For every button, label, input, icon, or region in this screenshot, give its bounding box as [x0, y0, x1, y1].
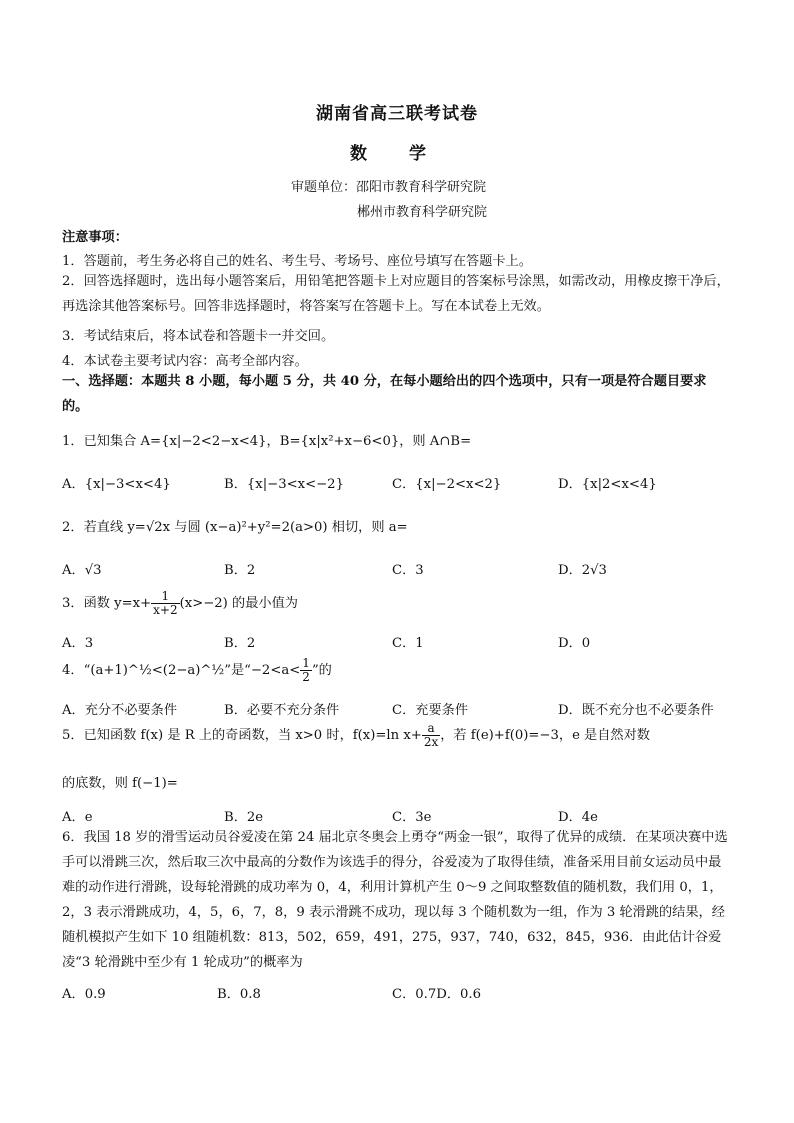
- option-d: D．4e: [558, 810, 598, 825]
- stem-text: 3．函数 y=x+: [62, 596, 152, 611]
- stem-text: 4．“(a+1)^½<(2−a)^½”是“−2<a<: [62, 663, 301, 678]
- option-b: B．2e: [224, 810, 264, 825]
- option-a: A．{x|−3<x<4}: [62, 477, 171, 492]
- option-d: D．0: [558, 636, 591, 651]
- question-2-options: [62, 559, 732, 583]
- question-4-stem: [62, 657, 332, 684]
- question-4-options: [62, 699, 732, 723]
- option-b: B．2: [224, 563, 256, 578]
- fraction-numerator: 1: [302, 656, 310, 670]
- option-c: C．1: [392, 636, 424, 651]
- exam-title: 湖南省高三联考试卷: [316, 104, 478, 124]
- fraction-numerator: 1: [151, 590, 179, 604]
- option-c: C．3: [392, 563, 424, 578]
- stem-text: ”的: [311, 663, 332, 678]
- question-1-options: [62, 473, 732, 497]
- fraction: [422, 722, 440, 749]
- option-a: A．0.9: [62, 987, 106, 1002]
- question-2-stem: 2．若直线 y=√2x 与圆 (x−a)²+y²=2(a>0) 相切，则 a=: [62, 520, 408, 535]
- stem-text: ，若 f(e)+f(0)=−3，e 是自然对数: [440, 728, 650, 743]
- fraction: [300, 657, 312, 684]
- option-d: D．2√3: [558, 563, 607, 578]
- option-c: C．3e: [392, 810, 432, 825]
- option-a: A．e: [62, 810, 93, 825]
- notice-item-3: 3．考试结束后，将本试卷和答题卡一并交回。: [62, 329, 335, 344]
- option-b: B．0.8: [217, 987, 261, 1002]
- option-b: B．2: [224, 636, 256, 651]
- stem-text: 5．已知函数 f(x) 是 R 上的奇函数，当 x>0 时，f(x)=ln x+: [62, 728, 422, 743]
- review-unit-line-1: 审题单位：邵阳市教育科学研究院: [291, 180, 487, 195]
- fraction: [151, 590, 179, 617]
- question-6-stem: 6．我国 18 岁的滑雪运动员谷爱凌在第 24 届北京冬奥会上勇夺“两金一银”，取得了优异的成绩．在某项决赛中选手可以滑跳三次，然后取三次中最高的分数作为该选手的得分，谷爱凌为了取得佳绩，准备采用目前女运动员中最难的动作进行滑跳，设每轮滑跳的成功率为 0，4，利用计算机产生 0～9 之间取整数值的随机数，我们用 0，1，2，3 表示滑跳成功，4，5，6，7，8，9 表示滑跳不成功，现以每 3 个随机数为一组，作为 3 轮滑跳的结果，经随机模拟产生如下 10 组随机数：813，502，659，491，275，937，740，632，845，936．由此估计谷爱凌“3 轮滑跳中至少有 1 轮成功”的概率为: [62, 830, 728, 970]
- option-b: B．必要不充分条件: [224, 703, 340, 718]
- notice-item-2: 2．回答选择题时，选出每小题答案后，用铅笔把答题卡上对应题目的答案标号涂黑，如需改动，用橡皮擦干净后，再选涂其他答案标号。回答非选择题时，将答案写在答题卡上。写在本试卷上无效。: [62, 274, 730, 314]
- fraction-denominator: 2: [302, 670, 310, 684]
- fraction-denominator: x+2: [153, 603, 178, 617]
- question-1-stem: 1．已知集合 A={x|−2<2−x<4}，B={x|x²+x−6<0}，则 A∩B=: [62, 434, 472, 449]
- notice-heading: 注意事项：: [62, 230, 128, 245]
- option-a: A．√3: [62, 563, 102, 578]
- exam-subject: 数 学: [350, 144, 444, 164]
- question-3-stem: [62, 590, 298, 617]
- section-heading: 一、选择题：本题共 8 小题，每小题 5 分，共 40 分，在每小题给出的四个选项中，只有一项是符合题目要求的。: [62, 374, 707, 414]
- option-a: A．充分不必要条件: [62, 703, 178, 718]
- fraction-denominator: 2x: [423, 735, 439, 749]
- notice-item-1: 1．答题前，考生务必将自己的姓名、考生号、考场号、座位号填写在答题卡上。: [62, 254, 532, 269]
- question-3-options: [62, 632, 732, 656]
- option-c: C．充要条件: [392, 703, 469, 718]
- option-c-d: C．0.7D．0.6: [392, 987, 481, 1002]
- question-5-stem-line-2: 的底数，则 f(−1)=: [62, 776, 178, 791]
- option-d: D．既不充分也不必要条件: [558, 703, 714, 718]
- option-d: D．{x|2<x<4}: [558, 477, 657, 492]
- notice-item-4: 4．本试卷主要考试内容：高考全部内容。: [62, 354, 308, 369]
- question-6-options: [62, 983, 732, 1007]
- question-5-stem: [62, 722, 650, 749]
- option-c: C．{x|−2<x<2}: [392, 477, 502, 492]
- stem-text: (x>−2) 的最小值为: [179, 596, 298, 611]
- option-a: A．3: [62, 636, 94, 651]
- option-b: B．{x|−3<x<−2}: [224, 477, 344, 492]
- fraction-numerator: a: [422, 722, 440, 736]
- review-unit-line-2: 郴州市教育科学研究院: [357, 205, 488, 220]
